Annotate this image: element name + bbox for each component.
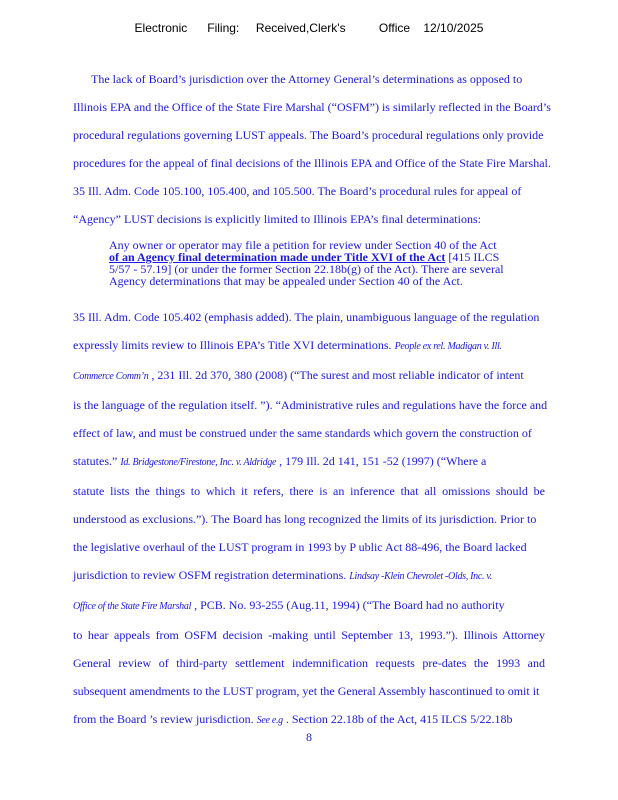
paragraph-line: effect of law, and must be construed under the same standards which govern the construction of	[73, 426, 532, 440]
line-text: expressly limits review to Illinois EPA’s Title XVI determinations.	[73, 338, 395, 352]
line-text: from the Board ’s review jurisdiction.	[73, 712, 257, 726]
paragraph-line: is the language of the regulation itself. ”). “Administrative rules and regulations have the force and	[73, 398, 548, 412]
paragraph-analysis	[73, 303, 548, 735]
case-citation: Bridgestone/Firestone, Inc. v. Aldridge	[130, 457, 277, 468]
paragraph-line: subsequent amendments to the LUST program, yet the General Assembly hascontinued to omit it	[73, 684, 540, 698]
paragraph-jurisdiction	[73, 65, 551, 233]
paragraph-line	[73, 561, 545, 591]
paragraph-line: the legislative overhaul of the LUST program in 1993 by P ublic Act 88-496, the Board lacked	[73, 540, 527, 554]
paragraph-line	[73, 591, 545, 621]
line-text: , PCB. No. 93-255 (Aug.11, 1994) (“The Board had no authority	[191, 598, 505, 612]
page-number: 8	[306, 730, 312, 744]
paragraph-line: statute lists the things to which it refers, there is an inference that all omissions should be	[73, 484, 545, 498]
paragraph-line	[73, 447, 545, 477]
paragraph-line	[73, 331, 545, 361]
paragraph-line: understood as exclusions.”). The Board has long recognized the limits of its jurisdiction. Prior to	[73, 512, 537, 526]
line-text: statutes.”	[73, 454, 121, 468]
paragraph-line: 35 Ill. Adm. Code 105.402 (emphasis added). The plain, unambiguous language of the regulation	[73, 310, 540, 324]
paragraph-line: procedures for the appeal of final decisions of the Illinois EPA and Office of the State Fire Marshal.	[73, 156, 551, 170]
case-citation: Id.	[120, 457, 131, 468]
quote-line: Any owner or operator may file a petition for review under Section 40 of the Act	[109, 238, 497, 252]
paragraph-line: The lack of Board’s jurisdiction over the Attorney General’s determinations as opposed to	[91, 72, 523, 86]
line-text: , 179 Ill. 2d 141, 151 -52 (1997) (“Where a	[276, 454, 487, 468]
paragraph-line: 35 Ill. Adm. Code 105.100, 105.400, and 105.500. The Board’s procedural rules for appeal of	[73, 184, 522, 198]
case-citation: See e.g	[256, 715, 283, 726]
line-text: , 231 Ill. 2d 370, 380 (2008) (“The surest and most reliable indicator of intent	[148, 368, 524, 382]
paragraph-line: Illinois EPA and the Office of the State Fire Marshal (“OSFM”) is similarly reflected in the Board’s	[73, 100, 551, 114]
block-quote	[109, 239, 509, 287]
quote-line: 5/57 - 57.19] (or under the former Section 22.18b(g) of the Act). There are several	[109, 262, 504, 276]
paragraph-line: “Agency” LUST decisions is explicitly limited to Illinois EPA’s final determinations:	[73, 212, 481, 226]
case-citation: Commerce Comm’n	[73, 371, 149, 382]
quote-emphasis: of an Agency final determination made under Title XVI of the Act	[109, 250, 446, 264]
case-citation: People ex rel. Madigan v. Ill.	[394, 341, 502, 352]
paragraph-line: procedural regulations governing LUST appeals. The Board’s procedural regulations only provide	[73, 128, 544, 142]
electronic-filing-header: Electronic Filing: Received,Clerk's Office 12/10/2025	[134, 21, 484, 35]
case-citation: Lindsay -Klein Chevrolet -Olds, Inc. v.	[349, 571, 493, 582]
line-text: jurisdiction to review OSFM registration determinations.	[73, 568, 350, 582]
quote-citation: [415 ILCS	[445, 250, 500, 264]
paragraph-line: General review of third-party settlement indemnification requests pre-dates the 1993 and	[73, 656, 545, 670]
line-text: . Section 22.18b of the Act, 415 ILCS 5/22.18b	[282, 712, 513, 726]
paragraph-line	[73, 361, 545, 391]
quote-line: Agency determinations that may be appealed under Section 40 of the Act.	[109, 274, 463, 288]
paragraph-line: to hear appeals from OSFM decision -making until September 13, 1993.”). Illinois Attorney	[73, 628, 545, 642]
case-citation: Office of the State Fire Marshal	[73, 601, 192, 612]
